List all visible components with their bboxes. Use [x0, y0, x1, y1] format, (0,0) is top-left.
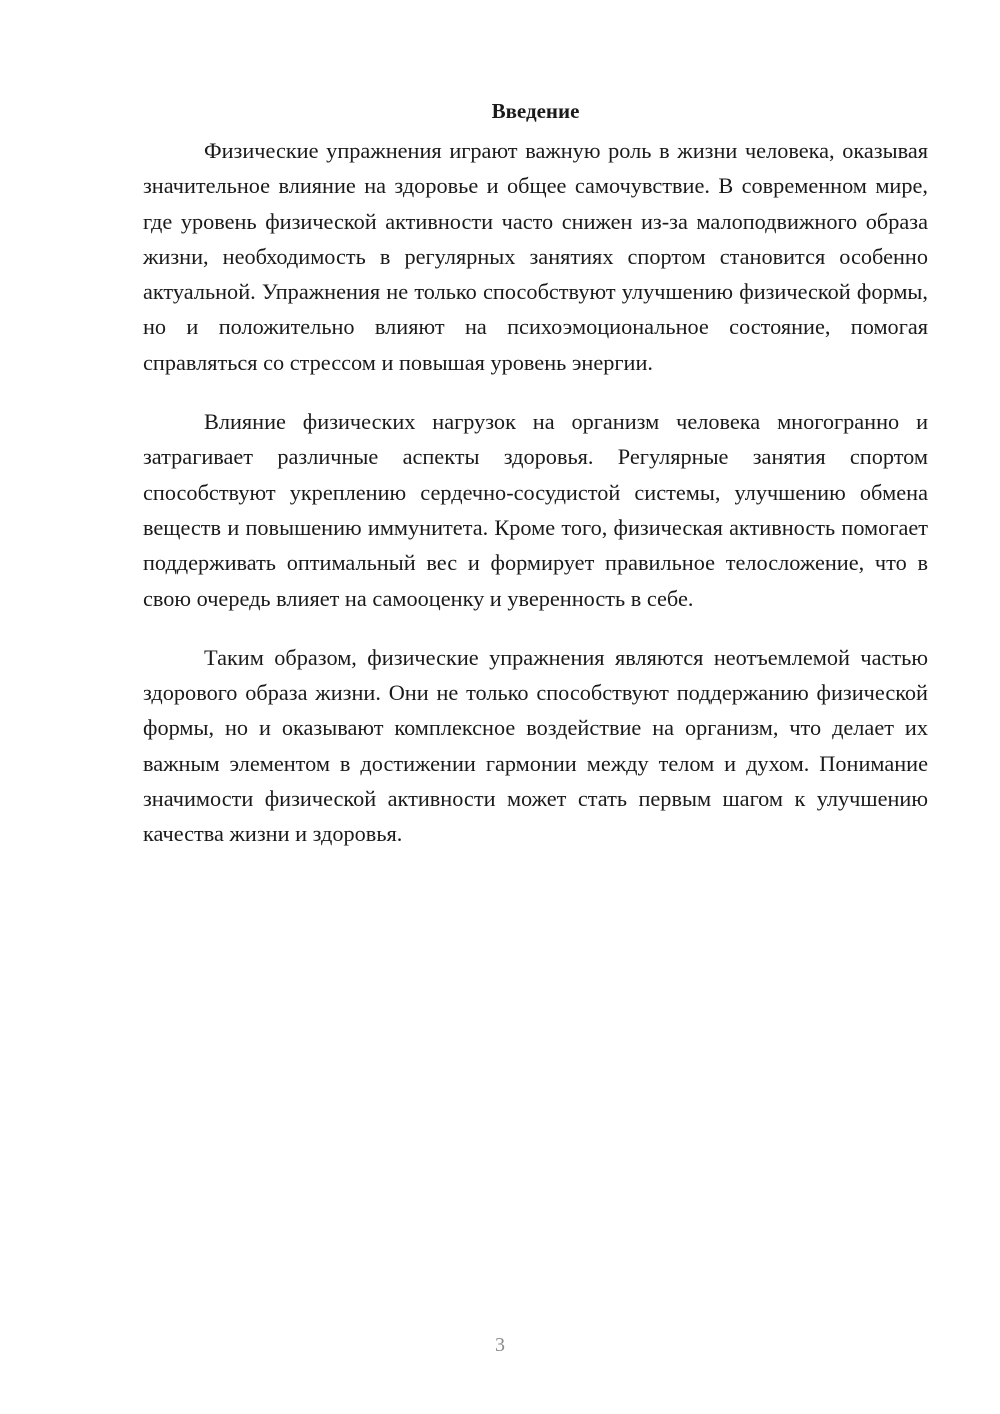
page-number: 3	[495, 1334, 505, 1356]
paragraph-3: Таким образом, физические упражнения являются неотъемлемой частью здорового образа жизни. Они не только способствуют поддержанию физической формы, но и оказывают комплексное воздействие на организм, что делает их важным элементом в достижении гармонии между телом и духом. Понимание значимости физической активности может стать первым шагом к улучшению качества жизни и здоровья.	[143, 644, 928, 847]
paragraph-2: Влияние физических нагрузок на организм человека многогранно и затрагивает различные аспекты здоровья. Регулярные занятия спортом способствуют укреплению сердечно-сосудистой системы, улучшению обмена веществ и повышению иммунитета. Кроме того, физическая активность помогает поддерживать оптимальный вес и формирует правильное телосложение, что в свою очередь влияет на самооценку и уверенность в себе.	[143, 409, 928, 611]
page-content	[143, 95, 928, 876]
paragraph-1: Физические упражнения играют важную роль в жизни человека, оказывая значительное влияние на здоровье и общее самочувствие. В современном мире, где уровень физической активности часто снижен из-за малоподвижного образа жизни, необходимость в регулярных занятиях спортом становится особенно актуальной. Упражнения не только способствуют улучшению физической формы, но и положительно влияют на психоэмоциональное состояние, помогая справляться со стрессом и повышая уровень энергии.	[143, 138, 928, 375]
section-heading: Введение	[491, 99, 580, 123]
